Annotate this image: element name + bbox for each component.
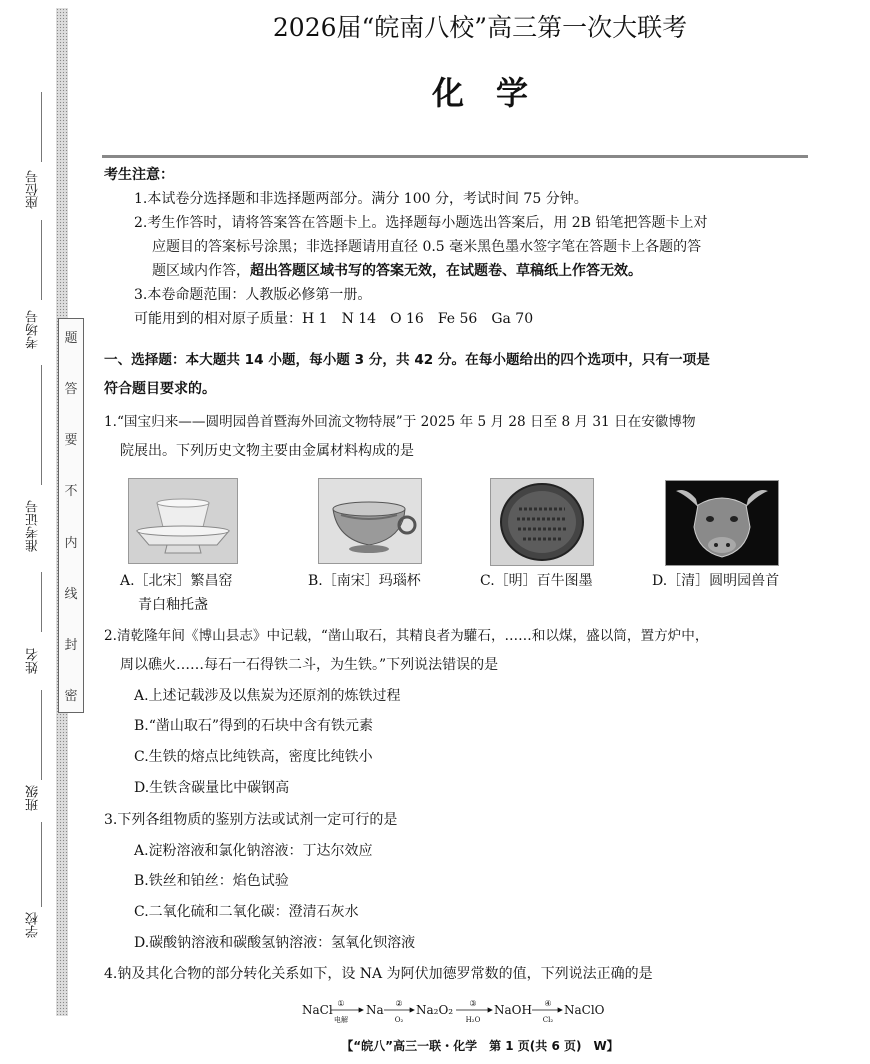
notice-item-2-cont: 应题目的答案标号涂黑；非选择题请用直径 0.5 毫米黑色墨水签字笔在答题卡上各题的答 [152,239,702,255]
section-heading: 一、选择题：本大题共 14 小题，每小题 3 分，共 42 分。在每小题给出的四个选项中，只有一项是 [104,352,710,368]
seal-char: 线 [64,586,78,602]
step-4: ④ [544,999,552,1008]
species-naclo: NaClO [564,1003,605,1017]
class-label: 班级 [26,785,41,811]
step-2: ② [395,999,403,1008]
seat-line [41,92,42,162]
exam-title: 2026届“皖南八校”高三第一次大联考 [272,13,688,42]
seal-char: 密 [64,688,78,704]
species-nacl: NaCl [302,1003,333,1017]
seal-char: 封 [64,637,78,653]
ticket-label: 准考证号 [26,500,41,552]
q1-option-a-cont: 青白釉托盏 [138,597,208,613]
atomic-masses: 可能用到的相对原子质量：H 1 N 14 O 16 Fe 56 Ga 70 [134,311,534,327]
species-na: Na [366,1003,384,1017]
cond-3: H₂O [465,1016,481,1024]
seal-char: 内 [64,535,78,551]
cond-4: Cl₂ [542,1016,554,1024]
celadon-cup-image [128,478,238,564]
species-na2o2: Na₂O₂ [416,1003,454,1017]
reaction-scheme [300,995,620,1025]
q2-option-d: D.生铁含碳量比中碳钢高 [134,780,290,796]
page-footer: 【“皖八”高三一联・化学 第 1 页(共 6 页) W】 [341,1039,619,1053]
q1-stem: 1.“国宝归来——圆明园兽首暨海外回流文物特展”于 2025 年 5 月 28 日至 8 月 31 日在安徽博物 [104,414,696,430]
q1-option-a: A.［北宋］繁昌窑 [120,573,233,589]
seat-line-2 [41,220,42,300]
seal-char: 要 [64,433,78,449]
q3-option-a: A.淀粉溶液和氯化钠溶液：丁达尔效应 [134,843,373,859]
q3-option-c: C.二氧化硫和二氧化碳：澄清石灰水 [134,904,359,920]
q2-option-b: B.“凿山取石”得到的石块中含有铁元素 [134,718,374,734]
seal-char: 不 [64,484,78,500]
species-naoh: NaOH [494,1003,532,1017]
step-3: ③ [469,999,477,1008]
q3-option-b: B.铁丝和铂丝：焰色试验 [134,873,289,889]
seal-char: 答 [64,382,78,398]
q2-option-c: C.生铁的熔点比纯铁高，密度比纯铁小 [134,749,373,765]
name-label: 姓名 [26,648,41,674]
q3-stem: 3.下列各组物质的鉴别方法或试剂一定可行的是 [104,812,398,828]
ink-cake-image [490,478,594,566]
notice-item-2-end [152,260,642,280]
section-heading-cont: 符合题目要求的。 [104,381,216,397]
q3-option-d: D.碳酸钠溶液和碳酸氢钠溶液：氢氧化钡溶液 [134,935,416,951]
name-line [41,690,42,780]
agate-cup-image [318,478,422,564]
step-1: ① [337,999,345,1008]
notice-item-2: 2.考生作答时，请将答案答在答题卡上。选择题每小题选出答案后，用 2B 铅笔把答题卡上对 [134,215,708,231]
q4-stem: 4.钠及其化合物的部分转化关系如下，设 NA 为阿伏加德罗常数的值，下列说法正确的是 [104,966,653,982]
notice-heading: 考生注意： [104,167,174,183]
room-line [41,365,42,485]
bronze-ox-head-image [665,480,779,566]
q1-option-c: C.［明］百牛图墨 [480,573,593,589]
seal-box [58,318,84,713]
room-label: 考场号 [26,310,41,349]
class-line [41,822,42,907]
seal-char: 题 [64,331,78,346]
seat-label: 座位号 [26,170,41,209]
q2-stem-cont: 周以礁火……每石一石得铁二斗，为生铁。”下列说法错误的是 [120,657,499,673]
cond-1: 电解 [334,1016,348,1024]
q1-option-b: B.［南宋］玛瑙杯 [308,573,421,589]
subject-title: 化 学 [431,74,528,112]
notice-text: 题区域内作答， [152,263,250,279]
cond-2: O₂ [394,1016,404,1024]
q1-stem-cont: 院展出。下列历史文物主要由金属材料构成的是 [120,443,414,459]
notice-item-3: 3.本卷命题范围：人教版必修第一册。 [134,287,372,303]
school-label: 学校 [26,912,41,938]
header-rule [102,155,808,158]
notice-emphasis: 超出答题区域书写的答案无效，在试题卷、草稿纸上作答无效。 [250,263,642,279]
notice-item-1: 1.本试卷分选择题和非选择题两部分。满分 100 分，考试时间 75 分钟。 [134,191,588,207]
q1-option-d: D.［清］圆明园兽首 [652,573,780,589]
ticket-line [41,572,42,632]
q2-stem: 2.清乾隆年间《博山县志》中记载，“凿山取石，其精良者为驩石，……和以煤，盛以筒，置方炉中， [104,628,709,644]
q2-option-a: A.上述记载涉及以焦炭为还原剂的炼铁过程 [134,688,401,704]
